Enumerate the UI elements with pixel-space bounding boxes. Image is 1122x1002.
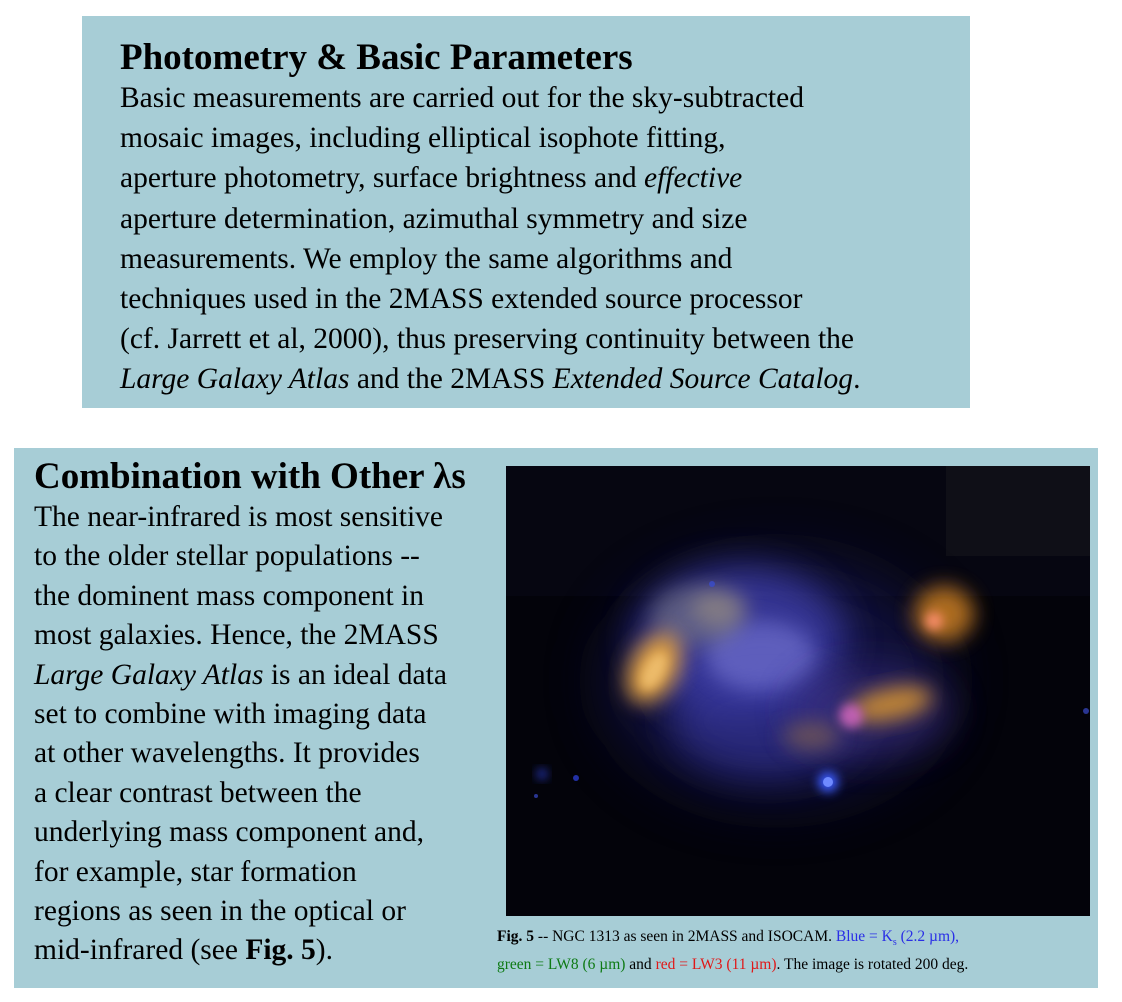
combination-line-1: The near-infrared is most sensitive — [34, 501, 443, 533]
large-galaxy-atlas-emphasis: Large Galaxy Atlas — [120, 363, 350, 396]
combination-line-9: underlying mass component and, — [34, 816, 424, 849]
combination-line-5 — [34, 656, 514, 695]
combination-line-6: set to combine with imaging data — [34, 698, 427, 731]
photometry-line-8 — [120, 359, 970, 399]
caption-blue-b: (2.2 µm), — [896, 928, 960, 945]
combination-line-2: to the older stellar populations -- — [34, 540, 420, 573]
combination-line-12 — [34, 931, 514, 970]
caption-fig-label: Fig. 5 — [497, 928, 535, 945]
caption-blue-channel — [835, 928, 960, 949]
effective-emphasis: effective — [644, 162, 743, 195]
combination-line-10: for example, star formation — [34, 855, 357, 888]
combination-line-7: at other wavelengths. It provides — [34, 737, 420, 770]
photometry-line-8-text: and the 2MASS — [349, 363, 553, 396]
caption-blue-a: Blue = K — [835, 928, 893, 945]
galaxy-image — [506, 466, 1090, 916]
photometry-line-3-text: aperture photometry, surface brightness and — [120, 162, 644, 195]
figure-caption — [497, 926, 1097, 976]
galaxy-image-svg — [506, 466, 1090, 916]
caption-line-1 — [497, 926, 1097, 954]
combination-line-12-text: mid-infrared (see — [34, 934, 246, 967]
fig-5-reference: Fig. 5 — [245, 934, 316, 967]
photometry-body — [120, 78, 970, 400]
photometry-line-1: Basic measurements are carried out for the sky-subtracted — [120, 82, 804, 114]
combination-line-3: the dominent mass component in — [34, 579, 424, 612]
photometry-line-8-end: . — [853, 363, 861, 396]
extended-source-catalog-emphasis: Extended Source Catalog — [552, 363, 854, 396]
combination-body — [34, 498, 514, 971]
combination-text-column — [34, 456, 514, 971]
combination-line-12-end: ). — [315, 934, 333, 967]
photometry-heading: Photometry & Basic Parameters — [120, 37, 633, 78]
photometry-panel — [82, 16, 970, 408]
photometry-line-5: measurements. We employ the same algorithms and — [120, 242, 733, 275]
caption-line-2 — [497, 954, 1097, 976]
combination-panel — [14, 448, 1098, 988]
photometry-line-2: mosaic images, including elliptical isophote fitting, — [120, 122, 726, 155]
photometry-line-4: aperture determination, azimuthal symmetry and size — [120, 202, 748, 235]
combination-line-4: most galaxies. Hence, the 2MASS — [34, 619, 439, 652]
caption-red-channel: red = LW3 (11 µm) — [655, 956, 777, 974]
caption-text-2: . The image is rotated 200 deg. — [776, 956, 969, 974]
photometry-line-6: techniques used in the 2MASS extended source processor — [120, 283, 803, 316]
caption-and: and — [625, 956, 656, 974]
caption-blue-sub: s — [892, 937, 897, 949]
caption-text-1: -- NGC 1313 as seen in 2MASS and ISOCAM. — [534, 928, 836, 945]
caption-green-channel: green = LW8 (6 µm) — [497, 956, 626, 974]
combination-heading: Combination with Other λs — [34, 456, 466, 497]
combination-line-5-text: is an ideal data — [263, 658, 447, 691]
large-galaxy-atlas-emphasis-2: Large Galaxy Atlas — [34, 658, 264, 691]
photometry-line-7: (cf. Jarrett et al, 2000), thus preserving continuity between the — [120, 323, 854, 356]
combination-line-11: regions as seen in the optical or — [34, 895, 406, 928]
sky-corner-patch — [946, 466, 1090, 556]
photometry-line-3 — [120, 158, 970, 198]
combination-line-8: a clear contrast between the — [34, 776, 362, 809]
